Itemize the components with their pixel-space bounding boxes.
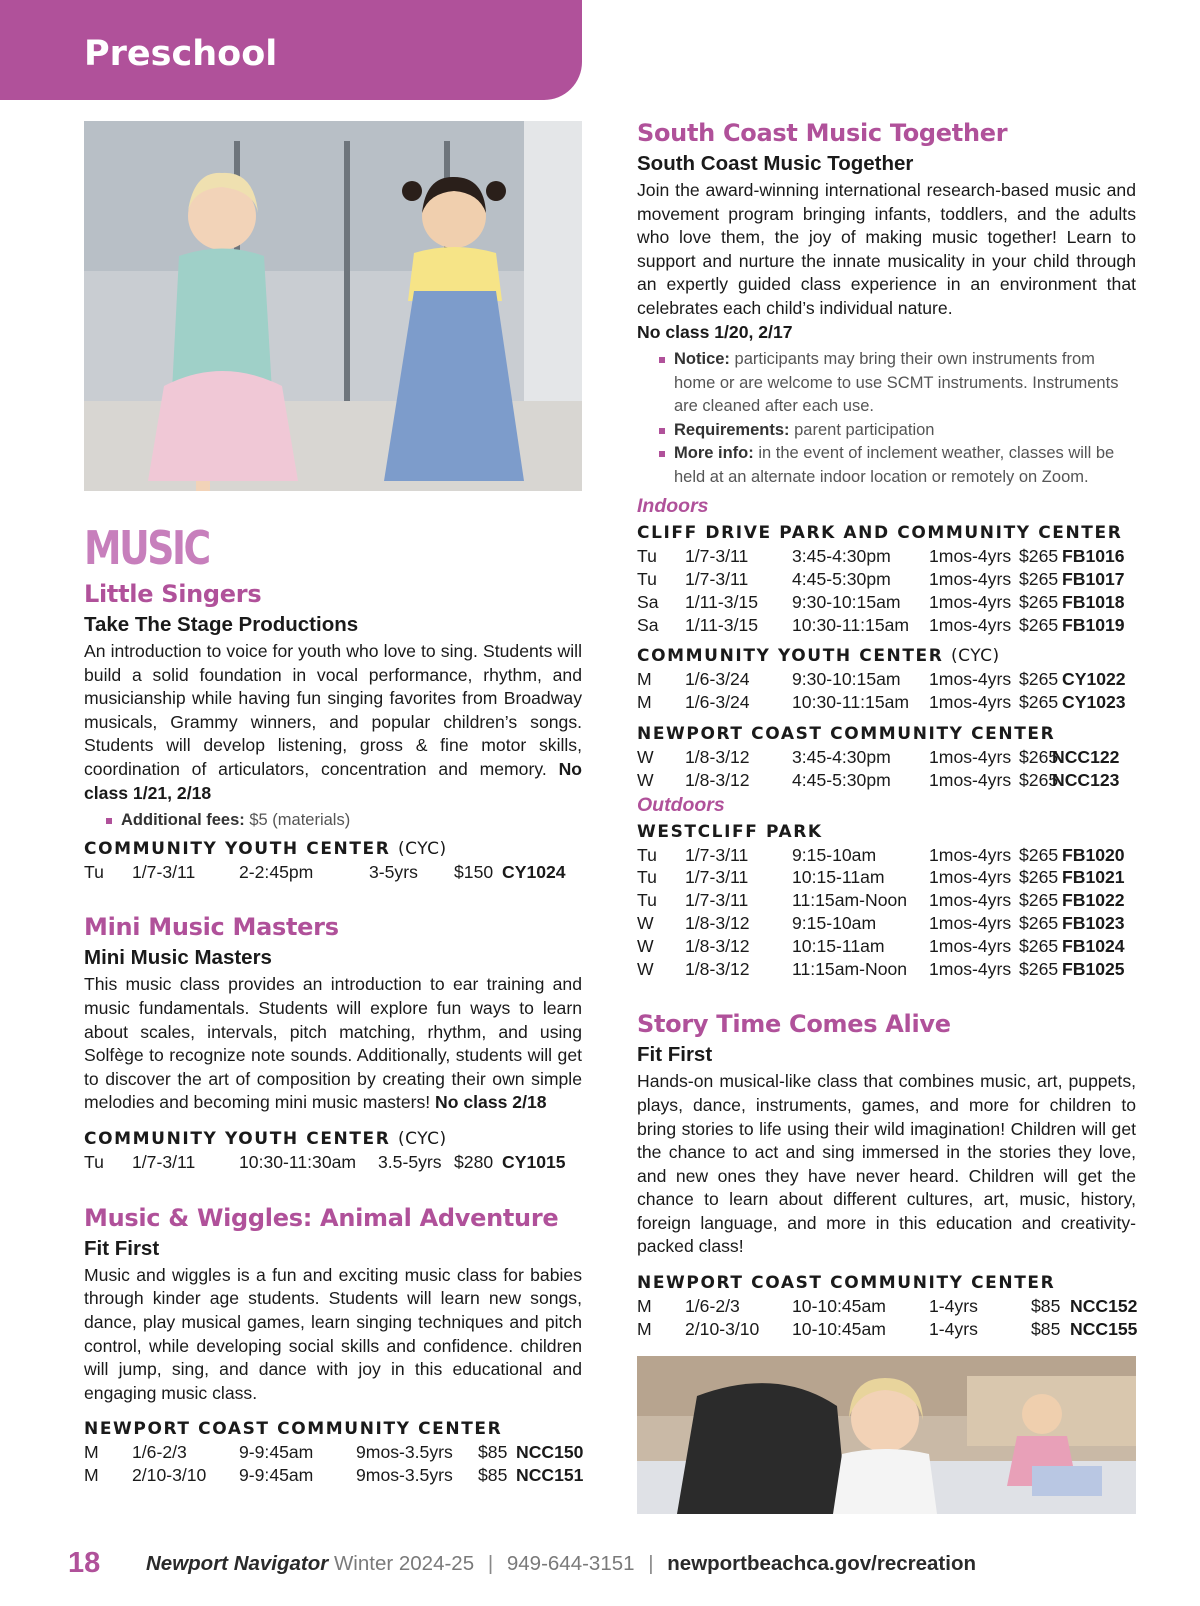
row-price: $280 — [454, 1152, 494, 1173]
row-dates: 1/11-3/15 — [685, 614, 759, 635]
note-label: Additional fees: — [121, 811, 245, 830]
venue-title: COMMUNITY YOUTH CENTER — [84, 838, 391, 859]
row-age: 9mos-3.5yrs — [356, 1442, 453, 1463]
row-price: $265 — [1019, 890, 1059, 911]
provider-name: Take The Stage Productions — [84, 613, 359, 636]
class-notes — [104, 809, 582, 833]
class-title-mini-music-masters: Mini Music Masters — [84, 913, 339, 942]
venue-title: COMMUNITY YOUTH CENTER — [84, 1129, 391, 1150]
no-class-note: No class 1/20, 2/17 — [637, 321, 793, 342]
row-dates: 1/8-3/12 — [685, 935, 750, 956]
schedule-table — [84, 1151, 582, 1174]
row-age: 1mos-4yrs — [929, 746, 1012, 767]
row-day: W — [637, 746, 654, 767]
row-code: NCC123 — [1052, 769, 1120, 790]
section-heading-music: MUSIC — [84, 521, 209, 575]
schedule-table — [84, 1441, 582, 1487]
table-row — [637, 958, 1136, 981]
row-price: $150 — [454, 861, 494, 882]
schedule-table — [637, 1295, 1136, 1341]
class-title-music-wiggles: Music & Wiggles: Animal Adventure — [84, 1203, 559, 1232]
publication-name: Newport Navigator — [146, 1552, 329, 1575]
description-text: Join the award-winning international research-based music and movement program bringing infants, toddlers, and the adults who love them, the joy of making music together! Learn to support and nurture the innate musicality in your child through an expertly guided class experience in an environment that celebrates each child’s individual nature. — [637, 180, 1136, 318]
row-dates: 2/10-3/10 — [132, 1465, 207, 1486]
row-day: Tu — [637, 546, 657, 567]
row-code: CY1023 — [1062, 692, 1126, 713]
row-age: 1mos-4yrs — [929, 912, 1012, 933]
row-day: Tu — [637, 568, 657, 589]
row-dates: 1/7-3/11 — [685, 867, 749, 888]
table-row — [637, 545, 1136, 568]
list-item — [657, 442, 1136, 489]
row-code: FB1018 — [1062, 591, 1125, 612]
row-time: 9:30-10:15am — [792, 591, 901, 612]
note-label: Notice: — [674, 350, 730, 369]
row-age: 1mos-4yrs — [929, 669, 1012, 690]
note-text: $5 (materials) — [249, 811, 351, 830]
description-text: This music class provides an introduction to ear training and music fundamentals. Students will explore fun ways to learn about scales, intervals, pitch matching, rhythm, and using Solfège to recognize note sounds. Additionally, students will get to discover the art of composition by creating their own simple melodies and becoming mini music masters! — [84, 974, 582, 1113]
row-age: 1mos-4yrs — [929, 692, 1012, 713]
table-row — [637, 1318, 1136, 1341]
row-age: 1mos-4yrs — [929, 591, 1012, 612]
class-description — [84, 973, 582, 1115]
row-price: $265 — [1019, 669, 1059, 690]
row-price: $265 — [1019, 692, 1059, 713]
row-price: $265 — [1019, 769, 1059, 790]
row-code: FB1019 — [1062, 614, 1125, 635]
row-dates: 1/8-3/12 — [685, 958, 750, 979]
table-row — [637, 844, 1136, 867]
class-title-story-time-comes-alive: Story Time Comes Alive — [637, 1010, 951, 1039]
row-dates: 1/6-2/3 — [132, 1442, 187, 1463]
row-time: 9:30-10:15am — [792, 669, 901, 690]
row-code: CY1022 — [1062, 669, 1126, 690]
row-dates: 1/11-3/15 — [685, 591, 759, 612]
row-code: FB1024 — [1062, 935, 1125, 956]
table-row — [637, 568, 1136, 591]
note-label: More info: — [674, 444, 754, 463]
provider-name: Fit First — [637, 1043, 713, 1067]
row-price: $85 — [478, 1465, 508, 1486]
provider-name: South Coast Music Together — [637, 152, 914, 175]
row-code: FB1017 — [1062, 568, 1125, 589]
row-day: M — [637, 669, 652, 690]
row-age: 1mos-4yrs — [929, 867, 1012, 888]
venue-name: NEWPORT COAST COMMUNITY CENTER — [637, 1273, 1056, 1294]
no-class-note: No class 2/18 — [435, 1092, 547, 1113]
row-price: $265 — [1019, 591, 1059, 612]
row-day: M — [84, 1442, 99, 1463]
table-row — [84, 861, 582, 884]
schedule-table — [84, 861, 582, 884]
children-singing-photo — [84, 121, 582, 491]
page-footer — [68, 1547, 1168, 1579]
table-row — [84, 1151, 582, 1174]
row-code: NCC152 — [1070, 1296, 1138, 1317]
table-row — [637, 691, 1136, 714]
row-day: W — [637, 935, 654, 956]
row-time: 10:30-11:15am — [792, 692, 910, 713]
row-code: NCC155 — [1070, 1318, 1138, 1339]
row-day: Sa — [637, 591, 659, 612]
row-age: 1mos-4yrs — [929, 890, 1012, 911]
right-column — [637, 117, 1136, 1341]
row-dates: 1/6-3/24 — [685, 692, 750, 713]
row-age: 3.5-5yrs — [378, 1152, 442, 1173]
row-price: $265 — [1019, 746, 1059, 767]
row-day: M — [637, 1318, 652, 1339]
row-price: $85 — [478, 1442, 508, 1463]
row-day: Tu — [637, 867, 657, 888]
row-dates: 1/8-3/12 — [685, 912, 750, 933]
class-description — [84, 640, 582, 805]
row-day: Tu — [84, 1152, 104, 1173]
venue-name: CLIFF DRIVE PARK AND COMMUNITY CENTER — [637, 523, 1123, 544]
venue-name — [84, 837, 582, 861]
location-type-outdoors: Outdoors — [637, 793, 725, 816]
row-price: $85 — [1031, 1296, 1061, 1317]
row-price: $265 — [1019, 546, 1059, 567]
row-time: 3:45-4:30pm — [792, 546, 891, 567]
row-day: W — [637, 912, 654, 933]
left-column — [84, 520, 582, 1487]
row-day: Tu — [84, 861, 104, 882]
table-row — [84, 1441, 582, 1464]
row-day: M — [637, 692, 652, 713]
table-row — [637, 591, 1136, 614]
row-dates: 2/10-3/10 — [685, 1318, 760, 1339]
row-dates: 1/7-3/11 — [132, 1152, 196, 1173]
note-text: in the event of inclement weather, classes will be held at an alternate indoor location or remotely on Zoom. — [674, 444, 1115, 486]
class-description: Music and wiggles is a fun and exciting music class for babies through kinder age students. Students will learn new songs, dance, play musical games, learn singing techniques and pitch control, while developing social skills and confidence. children will jump, sing, and dance with joy in this educational and engaging music class. — [84, 1264, 582, 1403]
row-time: 9-9:45am — [239, 1465, 314, 1486]
venue-abbr: (CYC) — [398, 1129, 447, 1150]
note-text: parent participation — [794, 420, 935, 439]
list-item — [104, 809, 582, 833]
page-number: 18 — [68, 1547, 101, 1579]
row-dates: 1/7-3/11 — [132, 861, 196, 882]
row-dates: 1/7-3/11 — [685, 844, 749, 865]
row-age: 1mos-4yrs — [929, 958, 1012, 979]
class-description — [637, 179, 1136, 344]
provider-name: Fit First — [84, 1236, 160, 1260]
row-time: 10:30-11:15am — [792, 614, 910, 635]
table-row — [637, 746, 1136, 769]
class-title-south-coast-music-together: South Coast Music Together — [637, 119, 1008, 147]
row-age: 1mos-4yrs — [929, 546, 1012, 567]
venue-abbr: (CYC) — [398, 838, 447, 859]
venue-name: NEWPORT COAST COMMUNITY CENTER — [84, 1419, 503, 1440]
class-description: Hands-on musical-like class that combines music, art, puppets, plays, dance, instruments, games, and more for children to bring stories to life using their wild imagination! Children will get the chance to act and sing immersed in the stories they love, and new ones they have never heard. Children will get the chance to learn about different cultures, art, music, history, foreign language, and more in this education and creativity-packed class! — [637, 1071, 1136, 1257]
row-code: NCC122 — [1052, 746, 1120, 767]
row-code: FB1023 — [1062, 912, 1125, 933]
row-price: $265 — [1019, 614, 1059, 635]
table-row — [637, 935, 1136, 958]
row-code: FB1021 — [1062, 867, 1125, 888]
row-age: 1-4yrs — [929, 1296, 978, 1317]
row-day: M — [637, 1296, 652, 1317]
row-age: 1mos-4yrs — [929, 568, 1012, 589]
no-class-note: No class 1/21, 2/18 — [84, 758, 583, 803]
row-time: 9:15-10am — [792, 912, 877, 933]
row-price: $265 — [1019, 958, 1059, 979]
row-dates: 1/8-3/12 — [685, 746, 750, 767]
row-time: 2-2:45pm — [239, 861, 314, 882]
row-price: $265 — [1019, 568, 1059, 589]
note-text: participants may bring their own instruments from home or are welcome to use SCMT instruments. Instruments are cleaned after each use. — [674, 350, 1119, 416]
table-row — [637, 614, 1136, 637]
row-age: 3-5yrs — [369, 861, 418, 882]
row-age: 1mos-4yrs — [929, 935, 1012, 956]
table-row — [637, 668, 1136, 691]
row-time: 4:45-5:30pm — [792, 568, 891, 589]
row-time: 11:15am-Noon — [792, 958, 908, 979]
table-row — [637, 1295, 1136, 1318]
table-row — [637, 769, 1136, 792]
phone-number: 949-644-3151 — [506, 1552, 635, 1575]
row-age: 1mos-4yrs — [929, 769, 1012, 790]
row-dates: 1/8-3/12 — [685, 769, 750, 790]
row-dates: 1/6-2/3 — [685, 1296, 740, 1317]
row-time: 3:45-4:30pm — [792, 746, 891, 767]
venue-title: COMMUNITY YOUTH CENTER — [637, 646, 944, 667]
row-age: 1mos-4yrs — [929, 614, 1012, 635]
row-price: $265 — [1019, 912, 1059, 933]
row-age: 1mos-4yrs — [929, 844, 1012, 865]
list-item — [657, 348, 1136, 419]
table-row — [637, 866, 1136, 889]
row-code: NCC150 — [516, 1442, 584, 1463]
row-time: 9-9:45am — [239, 1442, 314, 1463]
season-label: Winter 2024-25 — [333, 1552, 475, 1575]
provider-name: Mini Music Masters — [84, 946, 272, 970]
schedule-table — [637, 668, 1136, 714]
row-price: $265 — [1019, 844, 1059, 865]
row-code: CY1015 — [502, 1152, 566, 1173]
location-type-indoors: Indoors — [637, 495, 709, 518]
row-time: 10:15-11am — [792, 935, 885, 956]
row-time: 11:15am-Noon — [792, 890, 908, 911]
class-title-little-singers: Little Singers — [84, 580, 262, 608]
row-code: CY1024 — [502, 861, 566, 882]
class-notes — [657, 348, 1136, 489]
list-item — [657, 419, 1136, 443]
row-time: 10-10:45am — [792, 1318, 886, 1339]
venue-name — [84, 1127, 582, 1151]
row-day: Tu — [637, 844, 657, 865]
row-code: FB1022 — [1062, 890, 1125, 911]
row-code: NCC151 — [516, 1465, 584, 1486]
note-label: Requirements: — [674, 420, 790, 439]
row-price: $85 — [1031, 1318, 1061, 1339]
row-price: $265 — [1019, 935, 1059, 956]
table-row — [637, 889, 1136, 912]
row-time: 10:15-11am — [792, 867, 885, 888]
row-code: FB1020 — [1062, 844, 1125, 865]
table-row — [84, 1464, 582, 1487]
venue-name — [637, 644, 1136, 668]
row-time: 10-10:45am — [792, 1296, 886, 1317]
row-price: $265 — [1019, 867, 1059, 888]
description-text: An introduction to voice for youth who love to sing. Students will build a solid foundation in vocal performance, rhythm, and musicianship while having fun singing favorites from Broadway musicals, Grammy winners, and popular children’s songs. Students will develop listening, gross & fine motor skills, coordination of articulators, concentration and memory. — [84, 641, 582, 779]
row-time: 4:45-5:30pm — [792, 769, 891, 790]
footer-separator: | — [648, 1552, 654, 1575]
row-code: FB1025 — [1062, 958, 1125, 979]
venue-name: WESTCLIFF PARK — [637, 821, 823, 842]
row-time: 9:15-10am — [792, 844, 877, 865]
row-day: M — [84, 1465, 99, 1486]
footer-line — [146, 1552, 976, 1576]
venue-name: NEWPORT COAST COMMUNITY CENTER — [637, 723, 1056, 744]
schedule-table — [637, 545, 1136, 636]
row-age: 1-4yrs — [929, 1318, 978, 1339]
row-day: W — [637, 958, 654, 979]
schedule-table — [637, 844, 1136, 981]
child-crafts-photo — [637, 1356, 1136, 1514]
row-dates: 1/6-3/24 — [685, 669, 750, 690]
row-dates: 1/7-3/11 — [685, 568, 749, 589]
table-row — [637, 912, 1136, 935]
schedule-table — [637, 746, 1136, 792]
row-day: Sa — [637, 614, 659, 635]
row-dates: 1/7-3/11 — [685, 546, 749, 567]
row-time: 10:30-11:30am — [239, 1152, 357, 1173]
page-title: Preschool — [84, 34, 278, 74]
row-dates: 1/7-3/11 — [685, 890, 749, 911]
footer-separator: | — [487, 1552, 494, 1575]
row-code: FB1016 — [1062, 546, 1125, 567]
row-day: W — [637, 769, 654, 790]
section-header-tab — [0, 0, 582, 100]
venue-abbr: (CYC) — [951, 646, 1000, 667]
row-day: Tu — [637, 890, 657, 911]
website-link[interactable]: newportbeachca.gov/recreation — [667, 1552, 976, 1575]
row-age: 9mos-3.5yrs — [356, 1465, 453, 1486]
